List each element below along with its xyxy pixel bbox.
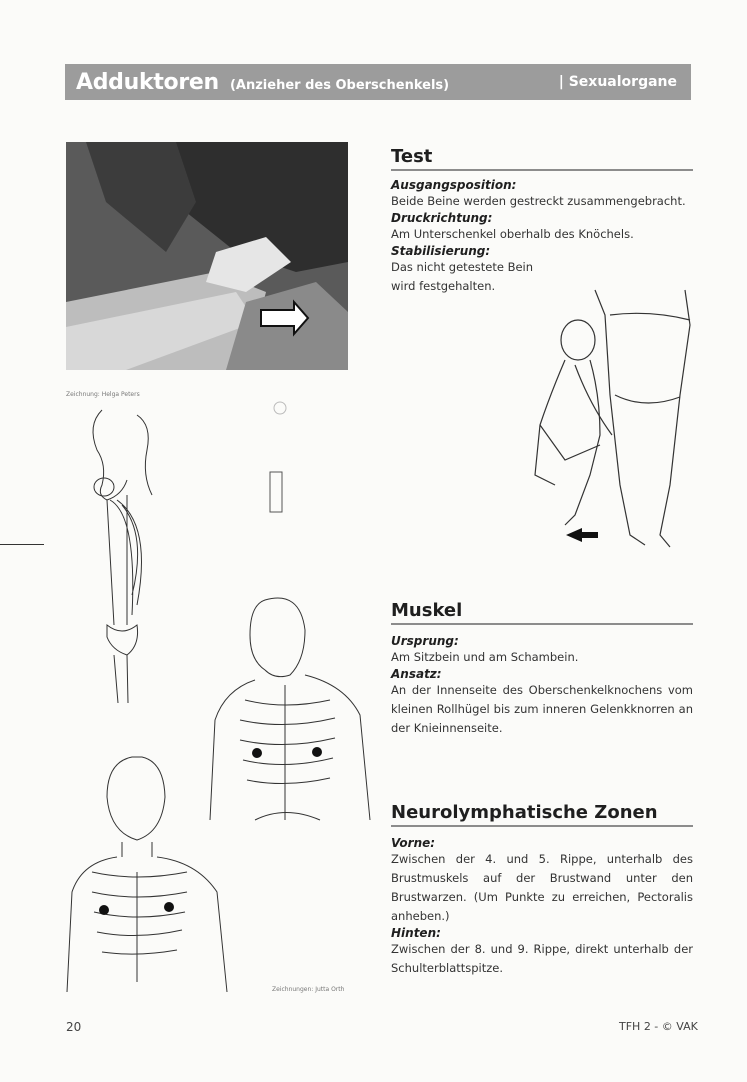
- back-text: Zwischen der 8. und 9. Rippe, direkt unterhalb der Schulterblattspitze.: [391, 942, 693, 975]
- pressure-direction-text: Am Unterschenkel oberhalb des Knöchels.: [391, 227, 634, 241]
- adductor-muscle-drawing: [82, 405, 172, 705]
- page-number: 20: [66, 1020, 82, 1034]
- test-photo: [66, 142, 348, 370]
- front-label: Vorne:: [391, 836, 436, 850]
- faint-figure-drawing: [262, 400, 302, 520]
- start-position-text: Beide Beine werden gestreckt zusammengebracht.: [391, 194, 686, 208]
- origin-text: Am Sitzbein und am Schambein.: [391, 650, 579, 664]
- stabilization-label: Stabilisierung:: [391, 244, 491, 258]
- muscle-heading: Muskel: [391, 600, 693, 625]
- insertion-label: Ansatz:: [391, 667, 442, 681]
- back-label: Hinten:: [391, 926, 441, 940]
- header-title-group: [76, 70, 449, 95]
- drawing-credit: Zeichnungen: Jutta Orth: [272, 986, 345, 993]
- stabilization-text: Das nicht getestete Bein wird festgehalten.: [391, 260, 534, 293]
- test-block: [391, 178, 693, 296]
- start-position-label: Ausgangsposition:: [391, 178, 517, 192]
- page-subtitle: (Anzieher des Oberschenkels): [229, 77, 450, 93]
- zones-block: [391, 836, 693, 978]
- test-photo-illustration: [66, 142, 348, 370]
- zones-heading: Neurolymphatische Zonen: [391, 802, 693, 827]
- copyright: TFH 2 - © VAK: [619, 1020, 698, 1033]
- front-text: Zwischen der 4. und 5. Rippe, unterhalb des Brustmuskels auf der Brustwand unter den Brustwarzen. (Um Punkte zu erreichen, Pectoralis anheben.): [391, 852, 693, 923]
- muscle-block: [391, 634, 693, 738]
- test-line-drawing: [520, 285, 710, 565]
- test-heading: Test: [391, 146, 693, 171]
- photo-credit: Zeichnung: Helga Peters: [66, 391, 140, 398]
- page-category: | Sexualorgane: [558, 74, 677, 90]
- front-torso-drawing: [62, 752, 237, 997]
- origin-label: Ursprung:: [391, 634, 459, 648]
- pressure-direction-label: Druckrichtung:: [391, 211, 493, 225]
- page-header: [65, 64, 691, 100]
- margin-mark: [0, 544, 44, 545]
- page-title: Adduktoren: [76, 69, 219, 95]
- insertion-text: An der Innenseite des Oberschenkelknochens vom kleinen Rollhügel bis zum inneren Gelenkknorren an der Knieinnenseite.: [391, 683, 693, 735]
